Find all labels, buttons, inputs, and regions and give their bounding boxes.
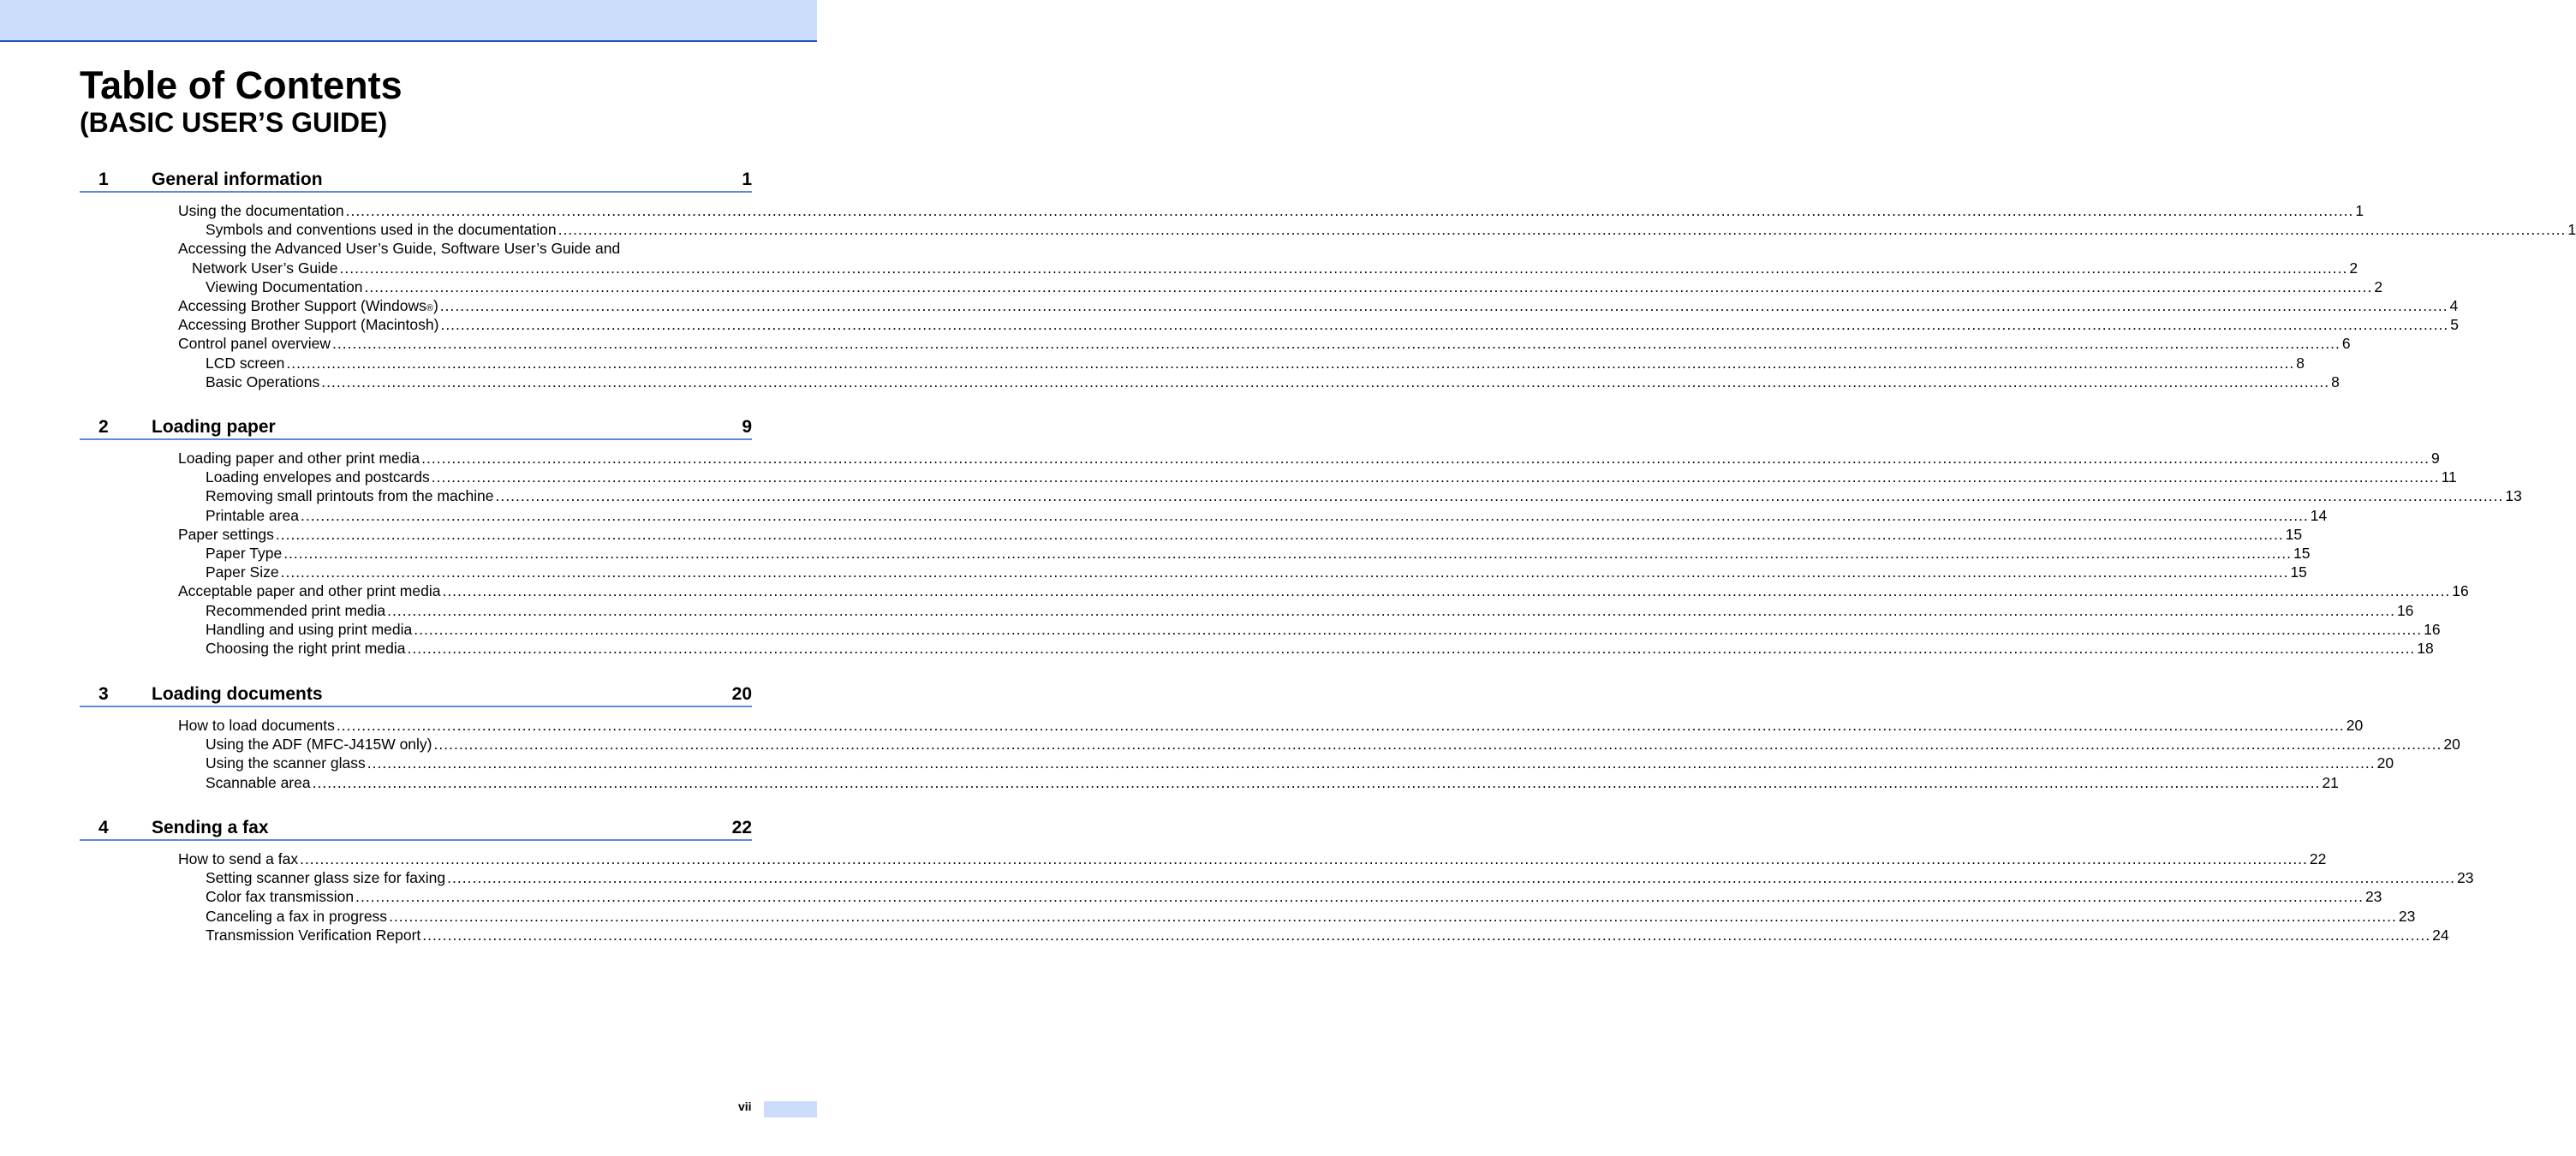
dot-leader: ................................................................................................................................................................................................................................................................................................................................................................................................................ [422,926,2431,944]
chapter-section [80,682,2460,792]
toc-entry-text: Paper Size [206,563,279,581]
page-number: vii [738,1099,752,1113]
toc-entry-page: 2 [2349,259,2358,277]
toc-entry-page: 8 [2331,372,2340,390]
toc-entry-page: 2 [2374,277,2383,295]
toc-entry[interactable] [80,468,2457,486]
toc-entry-page: 4 [2449,296,2459,314]
toc-entry[interactable] [80,334,2351,353]
toc-entry-page: 11 [2441,468,2457,486]
toc-entry-page: 16 [2396,601,2414,619]
toc-entry[interactable] [80,486,2522,505]
dot-leader: ................................................................................................................................................................................................................................................................................................................................................................................................................ [407,639,2416,657]
dot-leader: ................................................................................................................................................................................................................................................................................................................................................................................................................ [321,372,2330,390]
chapter-entries [80,716,2460,792]
dot-leader: ................................................................................................................................................................................................................................................................................................................................................................................................................ [440,316,2449,334]
toc-entry-page: 23 [2398,907,2416,925]
toc-entry-text: Scannable area [206,773,311,791]
chapter-title: Loading documents [152,684,323,704]
toc-entry[interactable] [80,563,2307,581]
chapter-entries [80,449,2522,658]
toc-entry-page: 24 [2432,926,2449,944]
toc-entry-page: 21 [2322,773,2339,791]
dot-leader: ................................................................................................................................................................................................................................................................................................................................................................................................................ [442,582,2451,600]
dot-leader: ................................................................................................................................................................................................................................................................................................................................................................................................................ [431,468,2440,486]
dot-leader: ................................................................................................................................................................................................................................................................................................................................................................................................................ [495,487,2504,505]
toc-entry[interactable] [80,239,752,258]
dot-leader: ................................................................................................................................................................................................................................................................................................................................................................................................................ [339,259,2348,277]
toc-entry-page: 13 [2505,487,2522,505]
toc-entry[interactable] [80,716,2364,735]
toc-entry-page: 1 [2567,221,2576,239]
toc-entry-text: Viewing Documentation [206,277,363,295]
toc-entry[interactable] [80,506,2328,525]
toc-entry-text: Loading paper and other print media [178,450,420,467]
toc-entry-text: Recommended print media [206,601,386,619]
toc-entry-text: How to load documents [178,717,335,734]
toc-entry[interactable] [80,449,2440,468]
toc-entry-text: Basic Operations [206,372,320,390]
toc-entry-page: 1 [2355,202,2364,219]
toc-entry-text: Paper settings [178,525,274,543]
chapter-heading[interactable] [80,682,752,707]
toc-entry-page: 23 [2364,888,2382,906]
toc-entry-text: Handling and using print media [206,620,413,638]
dot-leader: ................................................................................................................................................................................................................................................................................................................................................................................................................ [558,221,2567,239]
toc-entry-text: Acceptable paper and other print media [178,582,441,600]
page-title: Table of Contents [80,63,402,107]
toc-entry[interactable] [80,277,2383,296]
chapter-section [80,414,2522,658]
chapter-heading[interactable] [80,414,752,440]
toc-entry-text: Accessing Brother Support (Macintosh) [178,316,439,334]
toc-entry-text-suffix: ) [432,296,438,314]
toc-entry-page: 16 [2452,582,2469,600]
toc-entry-page: 16 [2424,620,2441,638]
toc-entry-text: Printable area [206,506,299,524]
chapter-title: Sending a fax [152,818,269,837]
toc-entry[interactable]: Accessing Brother Support (Windows ® ) ................................................................................................................................................................................................................................................................................................................................................................................................................ 4 [178,296,2459,314]
toc-entry-page: 6 [2341,335,2351,353]
toc-entry-text: Setting scanner glass size for faxing [206,869,446,887]
chapter-page-number: 9 [742,417,752,437]
toc-entry-text: Using the scanner glass [206,754,366,772]
dot-leader: ................................................................................................................................................................................................................................................................................................................................................................................................................ [300,506,2309,524]
dot-leader: ................................................................................................................................................................................................................................................................................................................................................................................................................ [300,850,2308,867]
toc-entry-page: 15 [2290,563,2307,581]
toc-entry-text: Color fax transmission [206,888,355,906]
chapter-number: 4 [98,818,109,837]
chapter-section [80,167,2576,391]
footer-tab [764,1101,817,1117]
dot-leader: ................................................................................................................................................................................................................................................................................................................................................................................................................ [280,563,2289,581]
toc-entry[interactable] [80,620,2441,639]
toc-entry-text: Control panel overview [178,335,331,353]
toc-entry-page: 15 [2293,544,2311,562]
dot-leader: ................................................................................................................................................................................................................................................................................................................................................................................................................ [286,354,2295,372]
toc-entry-page: 18 [2417,639,2434,657]
dot-leader: ................................................................................................................................................................................................................................................................................................................................................................................................................ [421,450,2430,467]
toc-entry-text: Loading envelopes and postcards [206,468,430,486]
dot-leader: ................................................................................................................................................................................................................................................................................................................................................................................................................ [389,907,2397,925]
dot-leader: ................................................................................................................................................................................................................................................................................................................................................................................................................ [355,888,2364,906]
toc-entry-text: Symbols and conventions used in the documentation [206,221,557,239]
dot-leader: ................................................................................................................................................................................................................................................................................................................................................................................................................ [345,202,2354,219]
toc-entry-page: 22 [2309,850,2327,867]
toc-entry[interactable] [80,926,2449,944]
toc-entry-page: 15 [2285,525,2303,543]
dot-leader: ................................................................................................................................................................................................................................................................................................................................................................................................................ [433,736,2442,754]
toc-entry[interactable] [80,372,2340,391]
chapter-page-number: 1 [742,170,752,189]
toc-entry[interactable] [80,601,2414,620]
toc-entry[interactable] [80,581,2469,600]
toc-entry-text: Using the ADF (MFC-J415W only) [206,736,432,754]
toc-entry-page: 20 [2443,736,2460,754]
dot-leader: ................................................................................................................................................................................................................................................................................................................................................................................................................ [439,296,2448,314]
page-subtitle: (BASIC USER’S GUIDE) [80,107,388,138]
toc-entry[interactable] [80,544,2311,563]
chapter-entries [80,201,2576,391]
toc-entry[interactable] [80,315,2460,334]
dot-leader: ................................................................................................................................................................................................................................................................................................................................................................................................................ [283,544,2293,562]
toc-entry[interactable] [80,754,2394,772]
header-band [0,0,817,42]
toc-entry-text: LCD screen [206,354,285,372]
toc-entry[interactable] [80,201,2364,220]
chapter-title: Loading paper [152,417,276,437]
toc-entry-text: Paper Type [206,544,283,562]
dot-leader: ................................................................................................................................................................................................................................................................................................................................................................................................................ [336,717,2345,734]
toc-entry[interactable] [80,887,2382,906]
toc-entry[interactable] [80,639,2434,658]
toc-entry-page: 20 [2376,754,2394,772]
chapter-page-number: 22 [731,818,752,837]
toc-entry[interactable] [80,525,2303,544]
toc-entry[interactable] [80,259,2358,277]
toc-entry[interactable] [80,735,2460,754]
toc-entry-text: How to send a fax [178,850,299,867]
toc-entry-text: Canceling a fax in progress [206,907,388,925]
toc-entry[interactable] [80,220,2576,239]
toc-entry-text: Using the documentation [178,202,344,219]
toc-entry-text: Accessing Brother Support (Windows [178,296,426,314]
dot-leader: ................................................................................................................................................................................................................................................................................................................................................................................................................ [364,277,2373,295]
dot-leader: ................................................................................................................................................................................................................................................................................................................................................................................................................ [275,525,2284,543]
dot-leader: ................................................................................................................................................................................................................................................................................................................................................................................................................ [447,869,2455,887]
toc-entry-page: 23 [2456,869,2474,887]
toc-entry[interactable] [80,849,2327,868]
chapter-page-number: 20 [731,684,752,704]
chapter-number: 3 [98,684,109,704]
chapter-number: 1 [98,170,109,189]
toc-entry-page: 14 [2310,506,2328,524]
toc-entry[interactable] [80,354,2305,372]
toc-entry-page: 9 [2430,450,2440,467]
chapter-number: 2 [98,417,109,437]
toc-entry-page: 8 [2296,354,2305,372]
dot-leader: ................................................................................................................................................................................................................................................................................................................................................................................................................ [414,620,2423,638]
dot-leader: ................................................................................................................................................................................................................................................................................................................................................................................................................ [312,773,2321,791]
toc-entry[interactable] [80,868,2474,887]
dot-leader: ................................................................................................................................................................................................................................................................................................................................................................................................................ [332,335,2340,353]
toc-entry[interactable] [80,773,2339,792]
chapter-heading[interactable] [80,815,752,841]
chapter-title: General information [152,170,323,189]
dot-leader: ................................................................................................................................................................................................................................................................................................................................................................................................................ [367,754,2376,772]
dot-leader: ................................................................................................................................................................................................................................................................................................................................................................................................................ [387,601,2395,619]
toc-entry[interactable] [80,907,2416,926]
toc-entry-page: 5 [2450,316,2460,334]
toc-entry-text: Accessing the Advanced User’s Guide, Software User’s Guide and [178,240,621,258]
toc-entry-text: Choosing the right print media [206,639,406,657]
toc-entry-text: Network User’s Guide [192,259,338,277]
toc-entry-text: Transmission Verification Report [206,926,421,944]
toc-entry-text: Removing small printouts from the machine [206,487,494,505]
toc-entry-page: 20 [2346,717,2364,734]
chapter-section [80,815,2474,944]
chapter-heading[interactable] [80,167,752,193]
chapter-entries [80,849,2474,944]
